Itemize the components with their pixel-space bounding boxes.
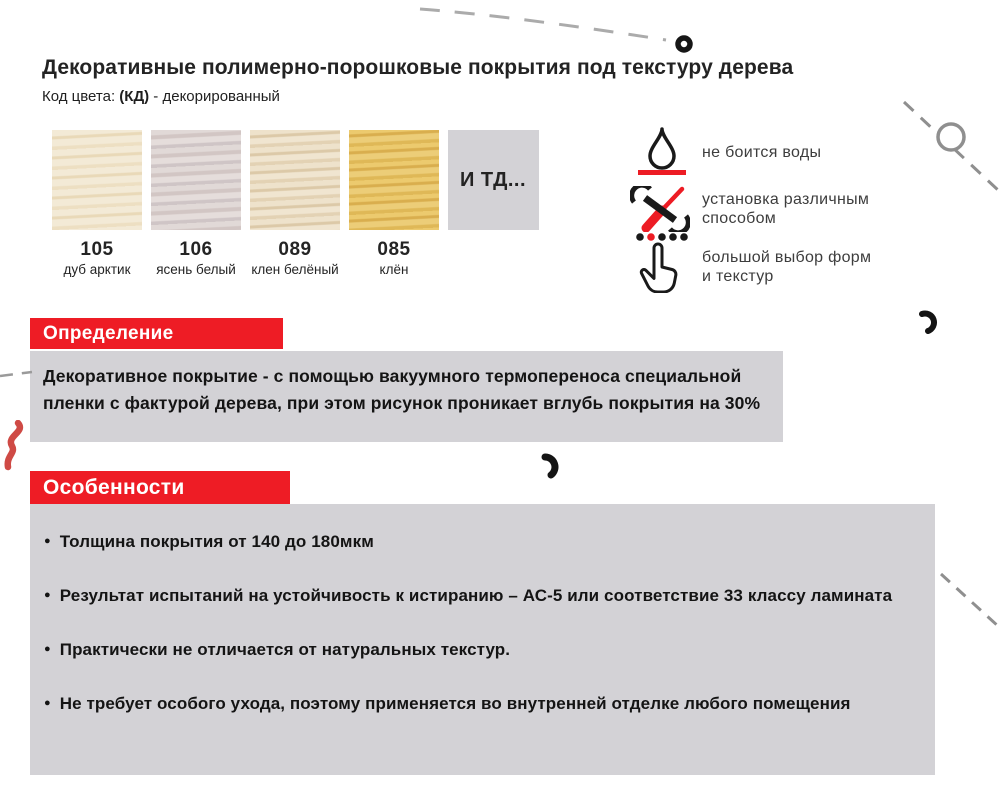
red-squiggle-decor (2, 420, 32, 472)
hand-pointer-icon (634, 231, 690, 293)
page-title: Декоративные полимерно-порошковые покрытия под текстуру дерева (42, 56, 794, 79)
swatch-name: клен белёный (251, 262, 339, 277)
water-drop-icon (644, 126, 680, 170)
feature-bullet: ● Толщина покрытия от 140 до 180мкм (44, 528, 921, 558)
features-bullet-list (44, 528, 921, 720)
swatch-name: клён (379, 262, 409, 277)
benefit-label-water: не боится воды (702, 144, 822, 161)
benefit-label-install: установка различным способом (702, 191, 870, 227)
benefit-label-choice: большой выбор форм и текстур (702, 249, 872, 285)
donut-dot-icon (674, 34, 694, 54)
red-underline-decor (638, 170, 686, 175)
swatch-code: 085 (377, 239, 411, 260)
feature-bullet: ● Результат испытаний на устойчивость к истиранию – АС-5 или соответствие 33 классу ламината (44, 582, 921, 612)
features-banner (30, 471, 290, 504)
definition-banner (30, 318, 283, 349)
dashed-line-decor-top (418, 2, 670, 44)
dashed-line-decor-bottom (936, 568, 1000, 630)
wood-swatch-105 (52, 130, 142, 230)
swatch-column (52, 130, 142, 277)
wood-swatch-106 (151, 130, 241, 230)
definition-panel (30, 351, 783, 442)
definition-heading: Определение (43, 322, 174, 344)
comma-shape-decor (540, 452, 562, 480)
tools-icon (630, 186, 690, 232)
swatch-code: 089 (278, 239, 312, 260)
etc-label: И ТД... (459, 168, 527, 191)
features-heading: Особенности (43, 475, 185, 499)
subtitle-suffix: - декорированный (149, 88, 280, 105)
swatch-code: 105 (80, 239, 114, 260)
feature-bullet: ● Практически не отличается от натуральных текстур. (44, 636, 921, 666)
comma-shape-decor (918, 310, 938, 336)
dashed-line-decor-left (0, 368, 34, 380)
swatch-row (52, 130, 538, 277)
swatch-code: 106 (179, 239, 213, 260)
swatch-column (151, 130, 241, 277)
color-code-subtitle (42, 88, 280, 105)
definition-body: Декоративное покрытие - с помощью вакуумного термопереноса специальной пленки с фактурой дерева, при этом рисунок проникает вглубь покрытия на 30% (43, 366, 761, 413)
wood-swatch-089 (250, 130, 340, 230)
subtitle-code: (КД) (119, 88, 150, 105)
swatch-column (349, 130, 439, 277)
swatch-name: ясень белый (156, 262, 236, 277)
etc-box (448, 130, 539, 230)
wood-swatch-085 (349, 130, 439, 230)
subtitle-prefix: Код цвета: (42, 88, 120, 105)
swatch-column (448, 130, 538, 277)
feature-bullet: ● Не требует особого ухода, поэтому применяется во внутренней отделке любого помещения (44, 690, 921, 720)
swatch-name: дуб арктик (63, 262, 131, 277)
swatch-column (250, 130, 340, 277)
features-panel (30, 504, 935, 775)
